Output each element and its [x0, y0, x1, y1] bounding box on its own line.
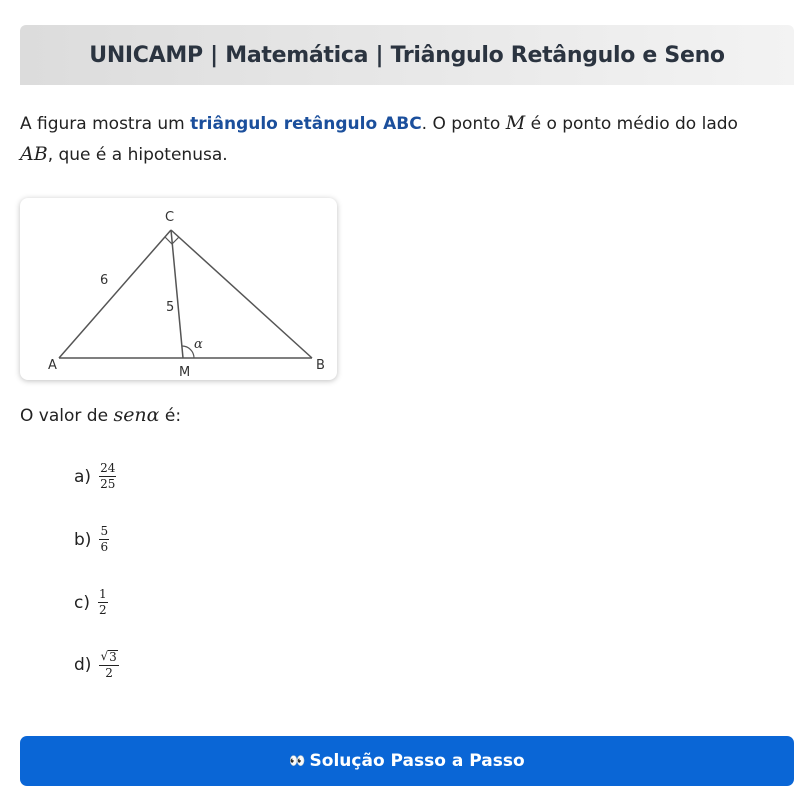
vertex-b-label: B: [316, 358, 325, 373]
option-b-letter: b): [74, 529, 92, 550]
triangle-figure: [20, 198, 337, 380]
triangle-diagram: [20, 198, 337, 380]
option-c-letter: c): [74, 592, 90, 613]
vertex-c-label: C: [165, 210, 175, 225]
segment-cm-length: 5: [166, 300, 175, 315]
angle-alpha-label: α: [194, 337, 203, 352]
side-ac: [59, 230, 171, 358]
step-by-step-solution-button[interactable]: [20, 736, 794, 786]
option-b-denominator: 6: [100, 540, 109, 554]
intro-text-2: . O ponto: [421, 114, 506, 134]
intro-text-1: A figura mostra um: [20, 114, 191, 134]
question-suffix: é:: [159, 406, 182, 426]
question-prefix: O valor de: [20, 406, 114, 426]
option-b[interactable]: [74, 525, 109, 554]
option-a-denominator: 25: [100, 477, 116, 491]
median-cm: [171, 230, 183, 358]
option-d[interactable]: [74, 650, 119, 680]
angle-alpha-arc: [182, 346, 194, 358]
option-d-letter: d): [74, 655, 92, 675]
intro-side-ab: AB: [20, 143, 48, 165]
intro-text-4: , que é a hipotenusa.: [47, 145, 228, 165]
option-c-fraction: [98, 588, 108, 617]
intro-text-3: é o ponto médio do lado: [525, 114, 738, 134]
option-c[interactable]: [74, 588, 108, 617]
vertex-a-label: A: [48, 358, 57, 373]
option-d-fraction: [99, 650, 118, 680]
page-title: UNICAMP | Matemática | Triângulo Retângulo e Seno: [89, 42, 725, 68]
intro-point-m: M: [505, 112, 526, 134]
side-bc: [171, 230, 312, 358]
sqrt-sign: √: [100, 649, 109, 663]
option-d-radicand: 3: [109, 650, 117, 664]
option-c-denominator: 2: [98, 603, 107, 617]
eyes-icon: 👀: [289, 753, 304, 769]
option-c-numerator: 1: [98, 587, 107, 601]
page-header: [20, 25, 794, 85]
option-b-fraction: [99, 525, 109, 554]
option-a-fraction: [99, 462, 116, 491]
option-a[interactable]: [74, 462, 116, 491]
point-m-label: M: [179, 365, 191, 380]
problem-statement: [20, 108, 790, 170]
option-a-letter: a): [74, 466, 92, 487]
intro-highlight: triângulo retângulo ABC: [190, 114, 422, 134]
option-d-numerator: [99, 650, 118, 666]
side-ac-length: 6: [100, 273, 109, 288]
option-b-numerator: 5: [100, 524, 109, 538]
option-a-numerator: 24: [100, 461, 116, 475]
question-expr: senα: [113, 404, 160, 426]
option-d-denominator: 2: [105, 666, 113, 680]
solution-button-label: Solução Passo a Passo: [309, 751, 525, 771]
question-text: [20, 404, 181, 426]
